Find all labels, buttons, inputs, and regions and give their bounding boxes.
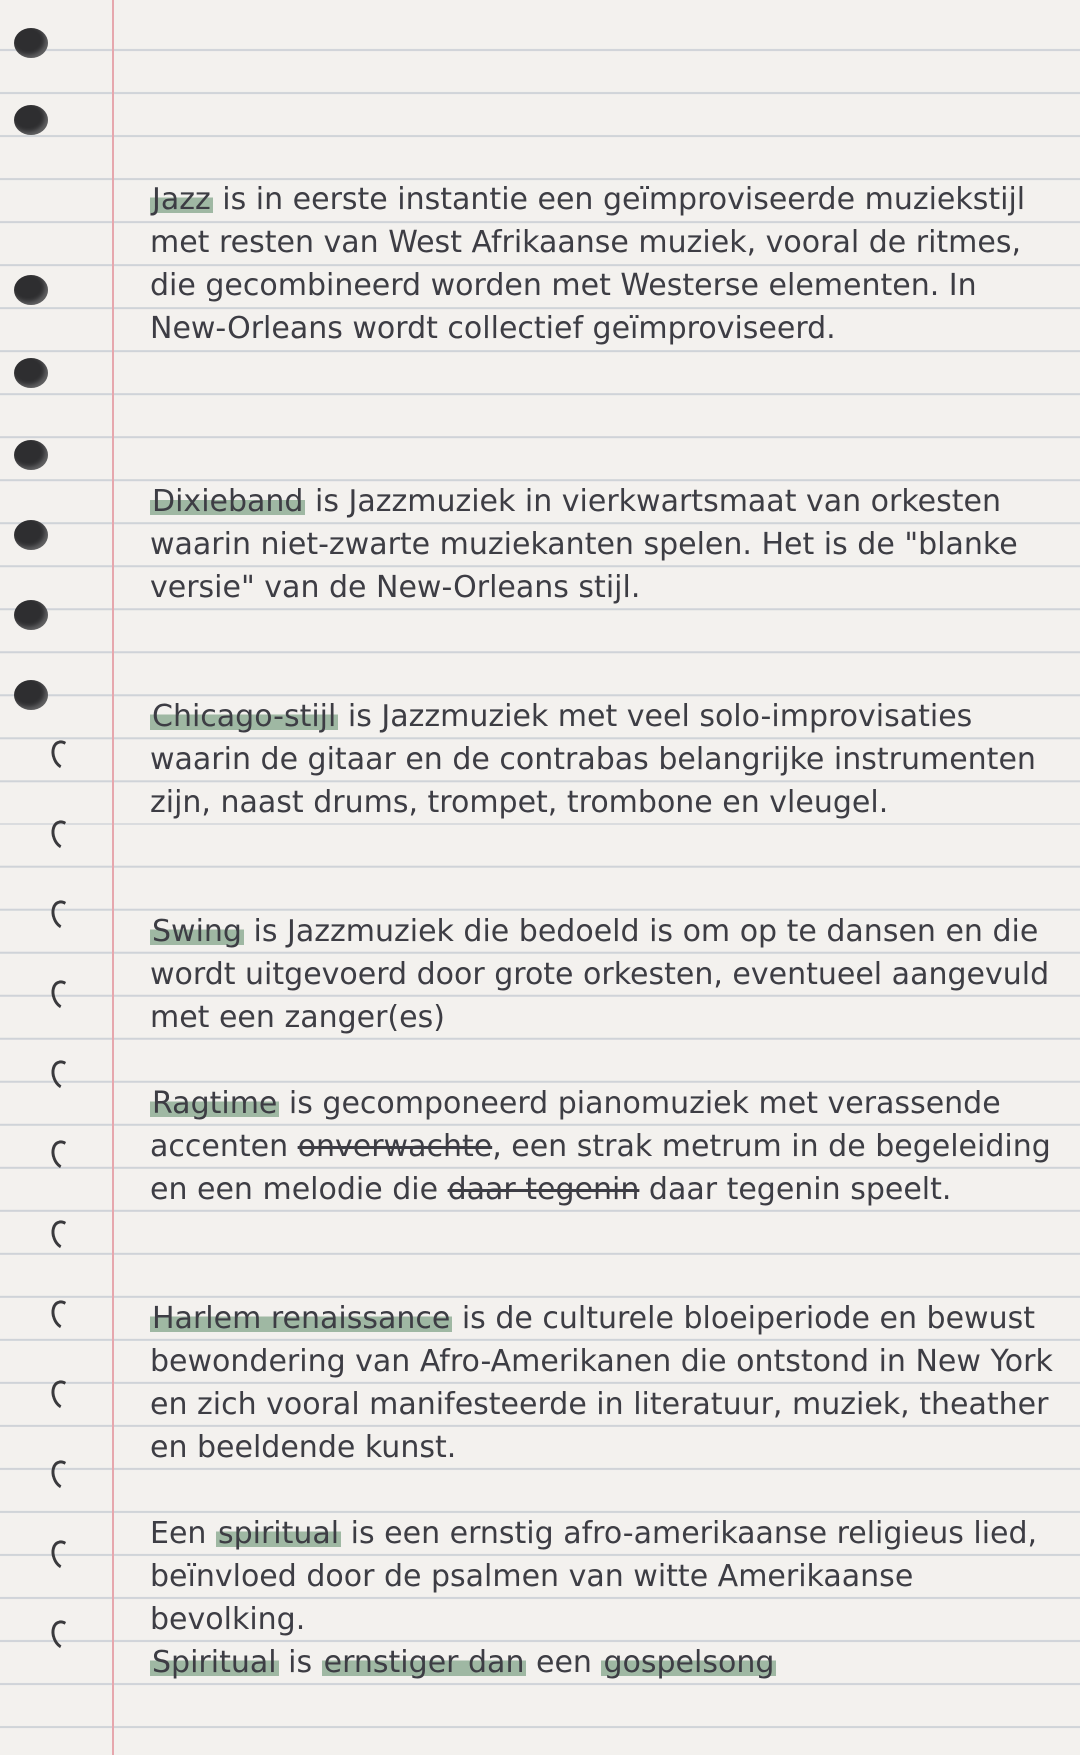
binder-hole: [14, 600, 48, 630]
binder-ring: [48, 1537, 79, 1573]
term-jazz: Jazz: [152, 182, 211, 217]
term-spiritual: spiritual: [217, 1516, 340, 1551]
definition-ragtime-2: , een strak metrum in de begeleiding en een melodie die: [150, 1129, 1051, 1207]
spiritual-line2-mid2: een: [526, 1645, 602, 1680]
binder-holes: [0, 0, 100, 1755]
definition-harlem: is de culturele bloeiperiode en bewust bewondering van Afro-Amerikanen die ontstond in New York en zich vooral manifesteerde in literatuur, muziek, theather en beeldende kunst.: [150, 1301, 1053, 1465]
binder-ring: [48, 737, 79, 773]
definition-spiritual: is een ernstig afro-amerikaanse religieus lied, beïnvloed door de psalmen van witte Amerikaanse bevolking.: [150, 1516, 1038, 1637]
note-jazz: [150, 178, 1055, 350]
binder-ring: [48, 1137, 79, 1173]
term-swing: Swing: [152, 914, 242, 949]
binder-hole: [14, 28, 48, 58]
definition-ragtime-3: daar tegenin speelt.: [639, 1172, 952, 1207]
binder-ring: [48, 1057, 79, 1093]
term-chicago: Chicago-stijl: [152, 699, 337, 734]
definition-ragtime-1: is gecomponeerd pianomuziek met verassende accenten: [150, 1086, 1001, 1164]
binder-ring: [48, 897, 79, 933]
binder-hole: [14, 275, 48, 305]
binder-ring: [48, 1457, 79, 1493]
crossed-out-phrase: daar tegenin: [447, 1172, 640, 1207]
definition-chicago: is Jazzmuziek met veel solo-improvisaties waarin de gitaar en de contrabas belangrijke instrumenten zijn, naast drums, trompet, trombone en vleugel.: [150, 699, 1036, 820]
crossed-out-word: onverwachte: [297, 1129, 493, 1164]
term-gospelsong: gospelsong: [603, 1645, 775, 1680]
note-dixieband: [150, 480, 1055, 609]
binder-hole: [14, 680, 48, 710]
definition-dixieband: is Jazzmuziek in vierkwartsmaat van orkesten waarin niet-zwarte muziekanten spelen. Het is de "blanke versie" van de New-Orleans stijl.: [150, 484, 1018, 605]
binder-ring: [48, 1297, 79, 1333]
note-ragtime: [150, 1082, 1055, 1211]
binder-hole: [14, 440, 48, 470]
margin-line: [112, 0, 114, 1755]
spiritual-line2-mid: is: [278, 1645, 322, 1680]
binder-ring: [48, 817, 79, 853]
term-spiritual-2: Spiritual: [152, 1645, 277, 1680]
note-harlem: [150, 1297, 1055, 1469]
note-spiritual: [150, 1512, 1055, 1684]
binder-hole: [14, 520, 48, 550]
term-ragtime: Ragtime: [152, 1086, 278, 1121]
binder-ring: [48, 1377, 79, 1413]
term-dixieband: Dixieband: [152, 484, 304, 519]
prefix-spiritual: Een: [150, 1516, 216, 1551]
binder-hole: [14, 358, 48, 388]
note-swing: [150, 910, 1055, 1039]
binder-hole: [14, 105, 48, 135]
binder-ring: [48, 1617, 79, 1653]
definition-swing: is Jazzmuziek die bedoeld is om op te dansen en die wordt uitgevoerd door grote orkesten, eventueel aangevuld met een zanger(es): [150, 914, 1050, 1035]
definition-jazz: is in eerste instantie een geïmproviseerde muziekstijl met resten van West Afrikaanse muziek, vooral de ritmes, die gecombineerd worden met Westerse elementen. In New-Orleans wordt collectief geïmproviseerd.: [150, 182, 1026, 346]
highlighted-phrase: ernstiger dan: [323, 1645, 525, 1680]
binder-ring: [48, 1217, 79, 1253]
note-chicago: [150, 695, 1055, 824]
term-harlem: Harlem renaissance: [152, 1301, 451, 1336]
binder-ring: [48, 977, 79, 1013]
